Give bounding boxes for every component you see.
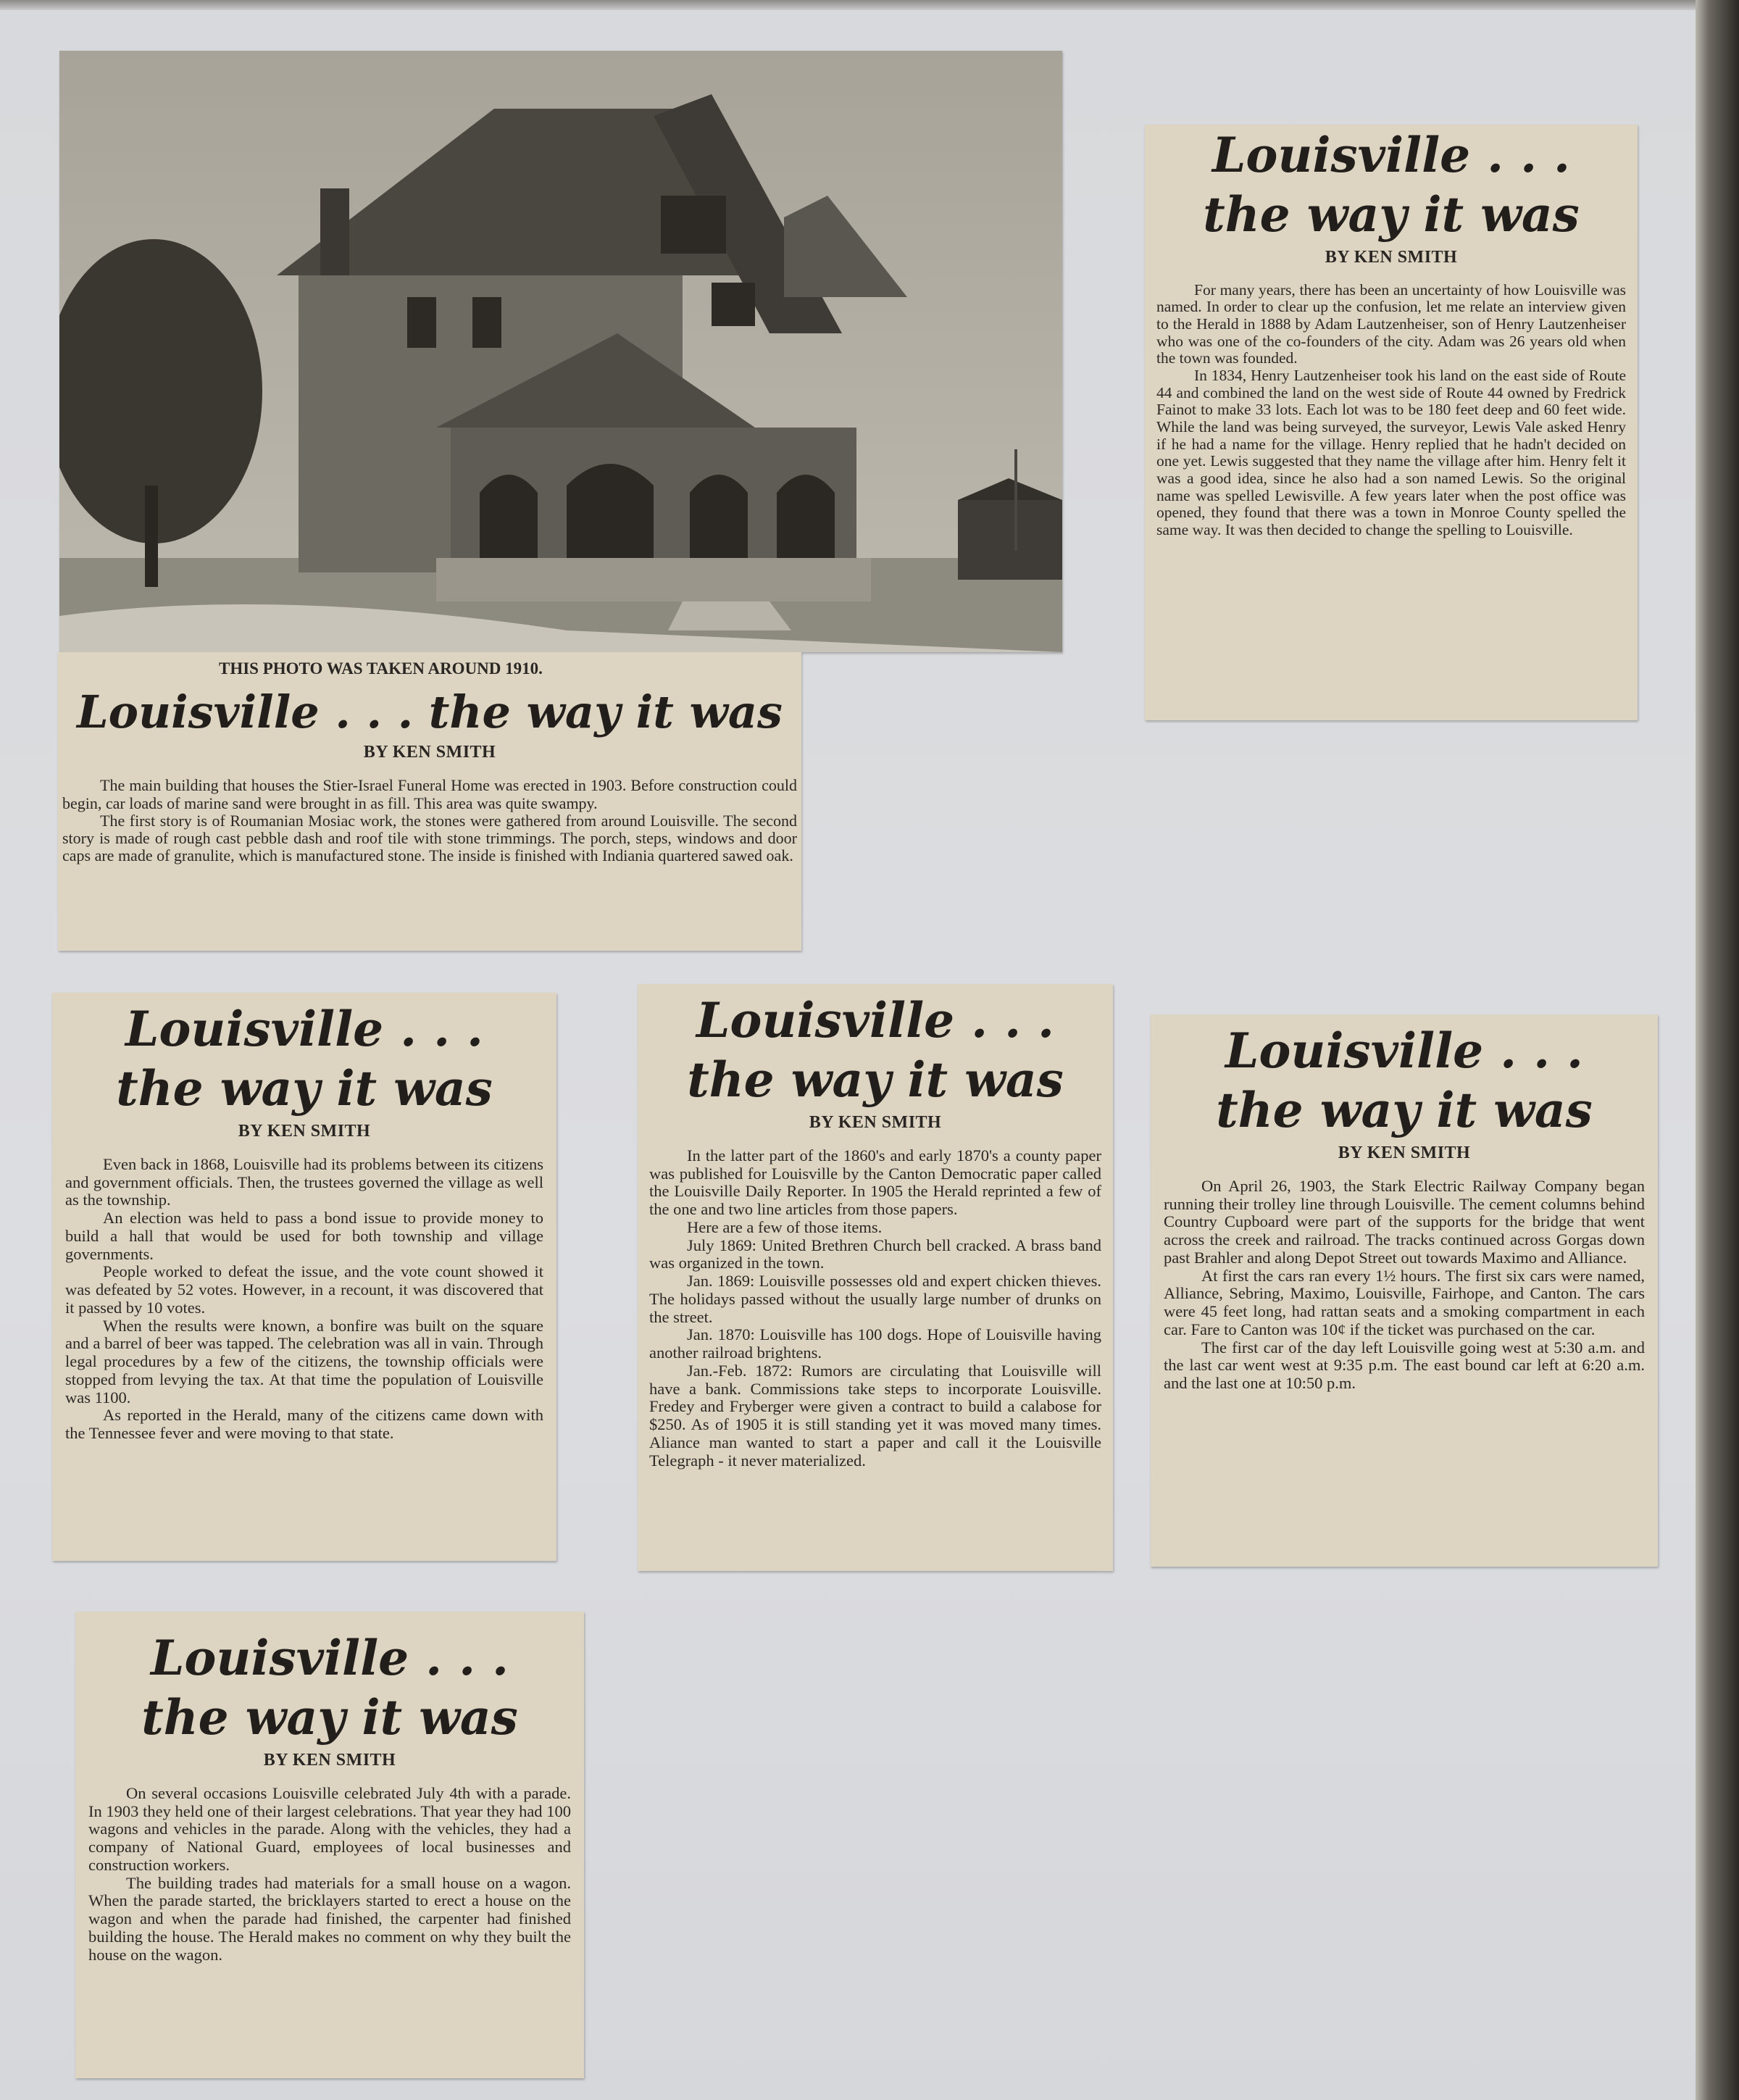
article-headline-line2: the way it was xyxy=(687,1051,1064,1108)
photo-caption: THIS PHOTO WAS TAKEN AROUND 1910. xyxy=(219,659,543,678)
page-top-edge xyxy=(0,0,1739,10)
article-headline-line1: Louisville . . . xyxy=(696,992,1055,1049)
article-headline-line2: the way it was xyxy=(141,1688,518,1746)
article-paragraph: The first story is of Roumanian Mosiac work, the stones were gathered from around Louisville. The second story is made of rough cast pebble dash and roof tile with stone trimmings. The porch, steps, windows and door caps are made of granulite, which is manufactured stone. The inside is finished with Indiania quartered sawed oak. xyxy=(62,811,797,865)
article-body xyxy=(88,1785,571,1964)
article-byline: BY KEN SMITH xyxy=(363,743,496,762)
article-paragraph: In the latter part of the 1860's and early 1870's a county paper was published for Louisville by the Canton Democratic paper called the Louisville Daily Reporter. In 1905 the Herald reprinted a few of the one and two line articles from those papers. xyxy=(649,1146,1101,1219)
article-paragraph: An election was held to pass a bond issue to provide money to build a hall that would be used for both township and village governments. xyxy=(65,1209,543,1263)
article-headline-line1: Louisville . . . xyxy=(1225,1022,1584,1079)
article-headline-line1: Louisville . . . xyxy=(1212,127,1571,183)
article-stark-railway xyxy=(1151,1014,1658,1567)
article-byline: BY KEN SMITH xyxy=(1325,247,1458,267)
article-paragraph: The main building that houses the Stier-Israel Funeral Home was erected in 1903. Before construction could begin, car loads of marine sand were brought in as fill. This area was quite swampy. xyxy=(62,776,797,812)
article-body xyxy=(62,777,797,864)
article-paragraph: The building trades had materials for a small house on a wagon. When the parade started, the bricklayers started to erect a house on the wagon and when the parade had finished, the carpenter had finished building the house. The Herald makes no comment on why they built the house on the wagon. xyxy=(88,1873,571,1964)
article-paragraph: Jan.-Feb. 1872: Rumors are circulating that Louisville will have a bank. Commissions take steps to incorporate Louisville. Fredey and Fryberger were given a contract to build a calabose for $250. As of 1905 it is still standing yet it was moved many times. Aliance man wanted to start a paper and call it the Louisville Telegraph - it never materialized. xyxy=(649,1361,1101,1470)
article-paragraph: In 1834, Henry Lautzenheiser took his land on the east side of Route 44 and combined the land on the west side of Route 44 owned by Fredrick Fainot to make 33 lots. Each lot was to be 180 feet deep and 60 feet wide. While the land was being surveyed, the surveyor, Lewis Vale asked Henry if he had a name for the village. Henry replied that he hadn't decided on one yet. Lewis suggested that they name the village after him. Henry felt it was a good idea, since he also had a son named Lewis. So the original name was spelled Lewisville. A few years later when the post office was opened, they found that there was a town in Monroe County spelled the same way. It was then decided to change the spelling to Louisville. xyxy=(1156,367,1626,538)
article-body xyxy=(65,1156,543,1443)
article-headline-line1: Louisville . . . xyxy=(150,1630,509,1686)
article-headline-line2: the way it was xyxy=(1216,1081,1593,1138)
house-photo xyxy=(59,51,1062,652)
article-paragraph: As reported in the Herald, many of the citizens came down with the Tennessee fever and were moving to that state. xyxy=(65,1406,543,1443)
page-binding-edge xyxy=(1696,0,1739,2100)
article-body xyxy=(1156,282,1626,539)
article-body xyxy=(649,1147,1101,1470)
article-1868-hall xyxy=(52,993,556,1561)
house-photo-icon xyxy=(59,51,1062,652)
article-headline-line1: Louisville . . . xyxy=(125,1001,484,1057)
article-byline: BY KEN SMITH xyxy=(263,1750,396,1770)
article-paragraph: July 1869: United Brethren Church bell cracked. A brass band was organized in the town. xyxy=(649,1236,1101,1272)
article-paragraph: Here are a few of those items. xyxy=(687,1217,883,1236)
article-town-name xyxy=(1145,125,1638,720)
article-paragraph: On April 26, 1903, the Stark Electric Railway Company began running their trolley line through Louisville. The cement columns behind Country Cupboard were part of the supports for the bridge that went across the creek and railroad. The tracks continued across Gorgas down past Brahler and along Depot Street out towards Maximo and Alliance. xyxy=(1164,1176,1645,1267)
article-headline-line2: the way it was xyxy=(1203,186,1580,243)
article-funeral-home xyxy=(58,652,801,951)
article-headline-line2: the way it was xyxy=(116,1059,493,1117)
article-paragraph: Jan. 1869: Louisville possesses old and expert chicken thieves. The holidays passed without the usually large number of drunks on the street. xyxy=(649,1272,1101,1326)
article-paragraph: Even back in 1868, Louisville had its problems between its citizens and government officials. Then, the trustees governed the village as well as the township. xyxy=(65,1154,543,1209)
article-paragraph: The first car of the day left Louisville going west at 5:30 a.m. and the last car went west at 9:35 p.m. The east bound car left at 6:20 a.m. and the last one at 10:50 p.m. xyxy=(1164,1338,1645,1393)
article-headline: Louisville . . . the way it was xyxy=(77,686,783,738)
article-paragraph: Jan. 1870: Louisville has 100 dogs. Hope of Louisville having another railroad brightens. xyxy=(649,1325,1101,1362)
article-paragraph: People worked to defeat the issue, and the vote count showed it was defeated by 52 votes. However, in a recount, it was discovered that it passed by 10 votes. xyxy=(65,1262,543,1317)
article-county-paper xyxy=(638,984,1113,1571)
article-paragraph: For many years, there has been an uncertainty of how Louisville was named. In order to clear up the confusion, let me relate an interview given to the Herald in 1888 by Adam Lautzenheiser, son of Henry Lautzenheiser who was one of the co-founders of the city. Adam was 26 years old when the town was founded. xyxy=(1156,280,1626,367)
article-paragraph: When the results were known, a bonfire was built on the square and a barrel of beer was tapped. The celebration was all in vain. Through legal procedures by a few of the citizens, the township officials were stopped from levying the tax. At that time the population of Louisville was 1100. xyxy=(65,1316,543,1407)
article-paragraph: At first the cars ran every 1½ hours. The first six cars were named, Alliance, Sebring, Maximo, Louisville, Fairhope, and Canton. The cars were 45 feet long, had rattan seats and a smoking compartment in each car. Fare to Canton was 10¢ if the ticket was purchased on the car. xyxy=(1164,1266,1645,1338)
article-paragraph: On several occasions Louisville celebrated July 4th with a parade. In 1903 they held one of their largest celebrations. That year they had 100 wagons and vehicles in the parade. Along with the vehicles, they had a company of National Guard, employees of local businesses and construction workers. xyxy=(88,1783,571,1874)
article-body xyxy=(1164,1178,1645,1393)
article-byline: BY KEN SMITH xyxy=(238,1121,371,1141)
article-byline: BY KEN SMITH xyxy=(1338,1143,1471,1162)
article-july-parade xyxy=(75,1612,584,2078)
article-byline: BY KEN SMITH xyxy=(809,1112,942,1132)
